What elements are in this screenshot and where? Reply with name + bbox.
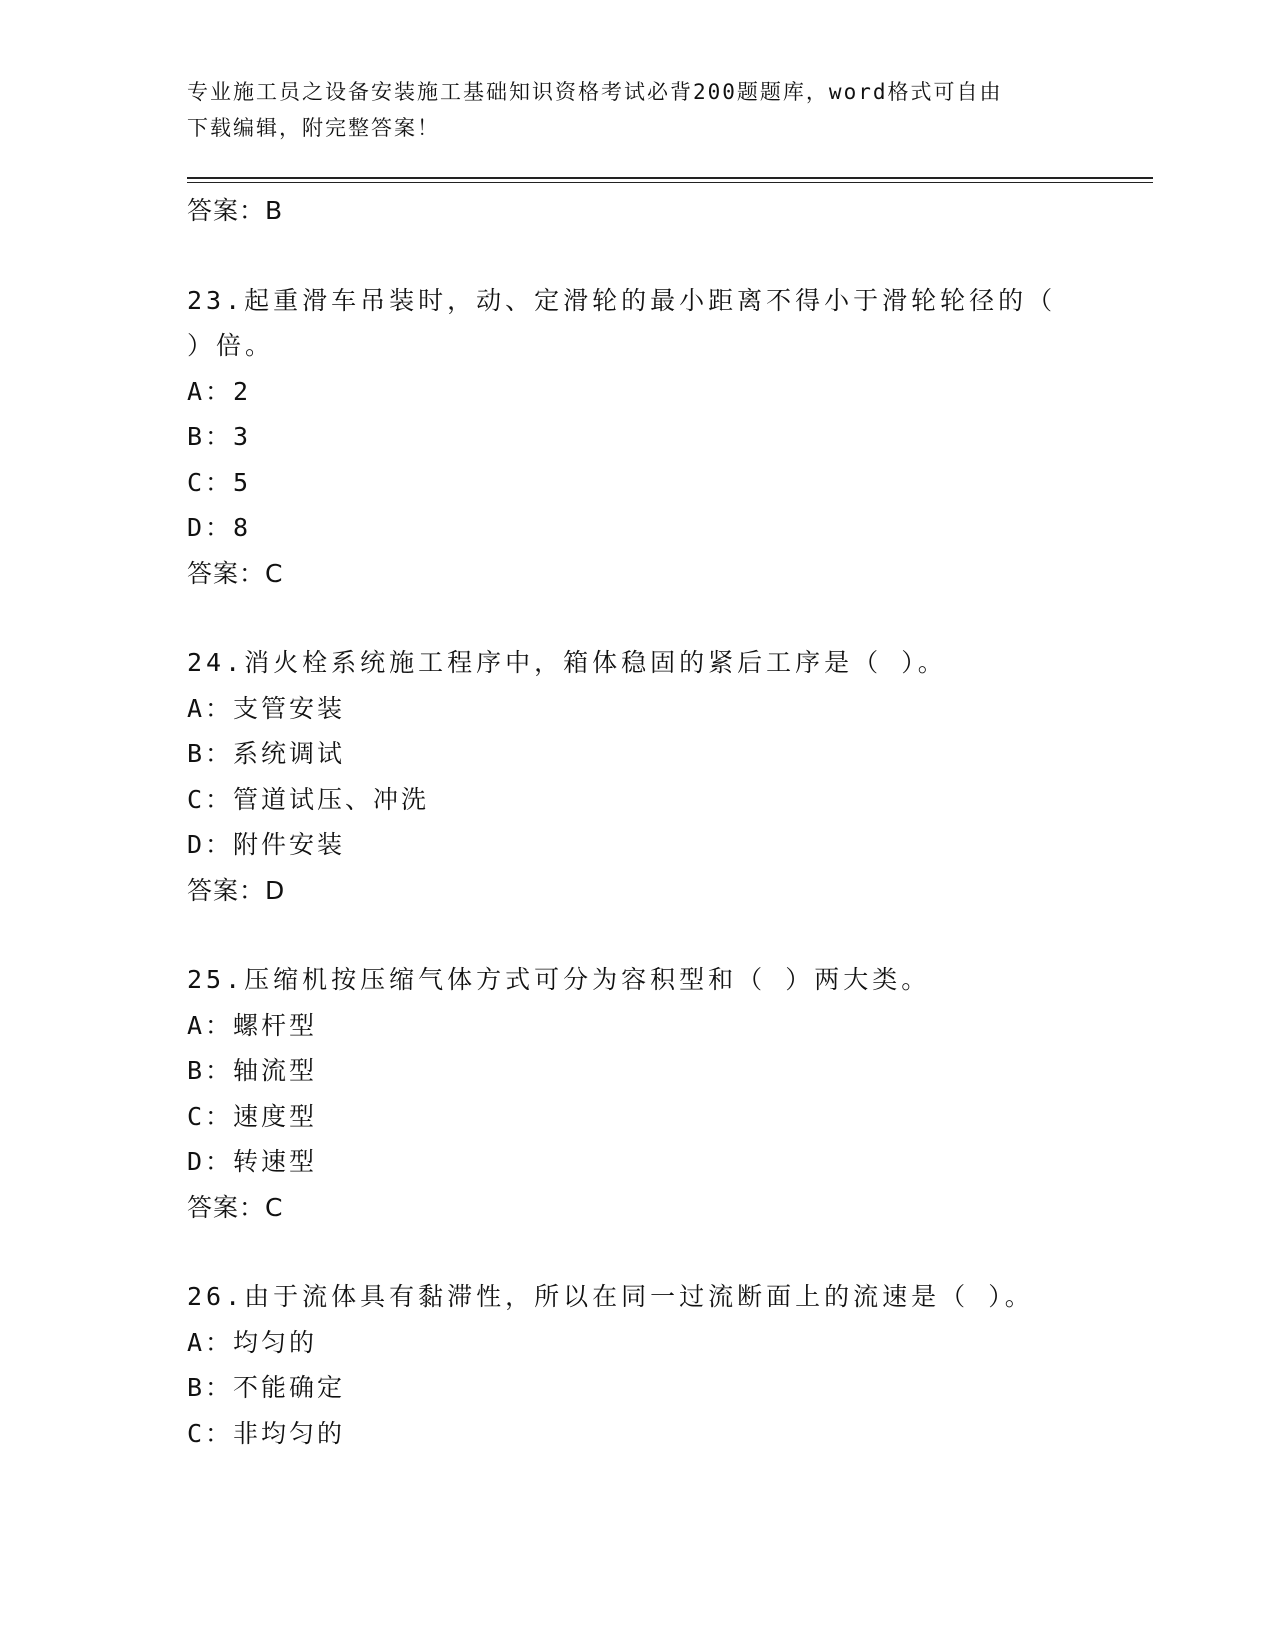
option-b: B：3 <box>187 422 252 451</box>
document-body <box>187 188 1147 1456</box>
header-rule-thin <box>187 182 1153 183</box>
spacer <box>187 1230 1147 1274</box>
option-a: A：2 <box>187 376 252 406</box>
option-a: A：均匀的 <box>187 1327 318 1357</box>
option-b: B：不能确定 <box>187 1373 346 1402</box>
question-text: 24.消火栓系统施工程序中，箱体稳固的紧后工序是（ ）。 <box>187 648 947 677</box>
option-c: C：5 <box>187 467 252 497</box>
answer-line: 答案：C <box>187 558 284 588</box>
spacer <box>187 596 1147 640</box>
question-block <box>187 278 1147 597</box>
question-text: 26.由于流体具有黏滞性，所以在同一过流断面上的流速是（ ）。 <box>187 1282 1034 1311</box>
answer-line: 答案：D <box>187 875 286 905</box>
option-d: D：附件安装 <box>187 830 346 859</box>
spacer <box>187 913 1147 957</box>
option-b: B：系统调试 <box>187 739 346 768</box>
question-text-continued: ）倍。 <box>187 331 275 360</box>
question-block <box>187 957 1147 1230</box>
option-c: C：非均匀的 <box>187 1418 346 1448</box>
document-header <box>187 74 1067 146</box>
option-d: D：8 <box>187 513 252 542</box>
header-title-line-1: 专业施工员之设备安装施工基础知识资格考试必背200题题库，word格式可自由 <box>187 80 1003 104</box>
option-a: A：螺杆型 <box>187 1010 318 1040</box>
question-block <box>187 640 1147 913</box>
option-d: D：转速型 <box>187 1147 318 1176</box>
answer-line: 答案：C <box>187 1192 284 1222</box>
spacer <box>187 234 1147 278</box>
question-text: 23.起重滑车吊装时，动、定滑轮的最小距离不得小于滑轮轮径的（ <box>187 285 1057 315</box>
option-a: A：支管安装 <box>187 693 346 723</box>
option-b: B：轴流型 <box>187 1056 318 1085</box>
header-rule-thick <box>187 177 1153 179</box>
answer-line: 答案：B <box>187 196 284 225</box>
option-c: C：速度型 <box>187 1101 318 1131</box>
question-block <box>187 1274 1147 1456</box>
option-c: C：管道试压、冲洗 <box>187 784 430 814</box>
question-text: 25.压缩机按压缩气体方式可分为容积型和（ ）两大类。 <box>187 965 931 994</box>
header-title-line-2: 下载编辑，附完整答案！ <box>187 116 440 140</box>
